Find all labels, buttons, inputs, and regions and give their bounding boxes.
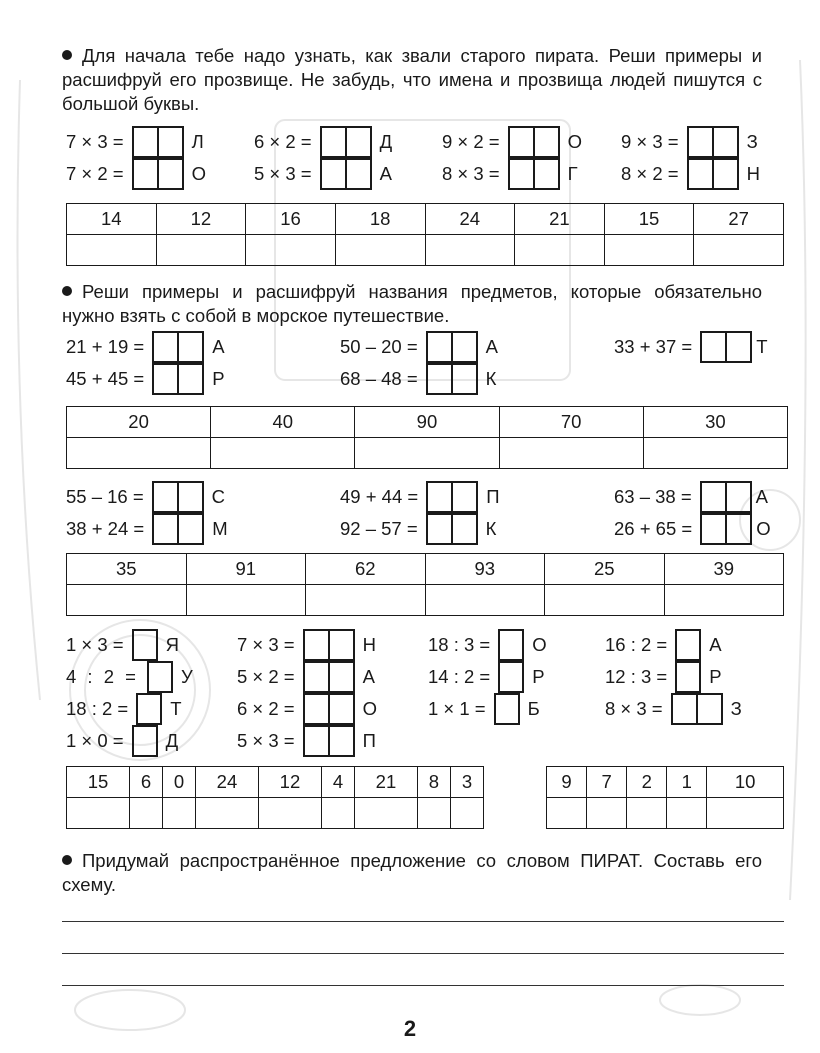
letter-cell[interactable] — [604, 235, 694, 266]
key-cell: 21 — [354, 767, 417, 798]
bullet-icon — [62, 286, 72, 296]
example: 55 – 16 = С — [66, 482, 228, 512]
task3-text: Придумай распространённое предложение со словом ПИРАТ. Составь его схему. — [62, 850, 762, 895]
answer-box[interactable] — [132, 126, 184, 158]
key-cell: 12 — [258, 767, 321, 798]
key-cell: 70 — [499, 407, 643, 438]
key-cell: 91 — [186, 554, 306, 585]
letter-cell[interactable] — [425, 235, 515, 266]
letter-cell[interactable] — [186, 585, 306, 616]
example: 1 × 1 = Б — [428, 694, 544, 724]
key-cell: 15 — [67, 767, 130, 798]
answer-box[interactable] — [700, 481, 752, 513]
answer-box[interactable] — [687, 158, 739, 190]
example: 5 × 2 = А — [237, 662, 379, 692]
answer-letters-row — [67, 798, 484, 829]
key-cell: 15 — [604, 204, 694, 235]
answer-box[interactable] — [426, 481, 478, 513]
letter-cell[interactable] — [67, 798, 130, 829]
answer-box[interactable] — [303, 693, 355, 725]
key-numbers-row — [67, 767, 484, 798]
key-cell: 40 — [211, 407, 355, 438]
key-cell: 2 — [627, 767, 667, 798]
answer-box[interactable] — [152, 363, 204, 395]
letter-cell[interactable] — [156, 235, 246, 266]
decode-table-5 — [546, 766, 784, 829]
decode-table-3 — [66, 553, 784, 616]
key-cell: 25 — [545, 554, 665, 585]
example: 1 × 3 = Я — [66, 630, 182, 660]
task3-instruction — [62, 849, 762, 897]
example: 7 × 3 = Н — [237, 630, 379, 660]
example: 50 – 20 = А — [340, 332, 502, 362]
letter-cell[interactable] — [195, 798, 258, 829]
letter-cell[interactable] — [211, 438, 355, 469]
example: 38 + 24 = М — [66, 514, 228, 544]
key-cell: 14 — [67, 204, 157, 235]
letter-cell[interactable] — [664, 585, 784, 616]
key-cell: 27 — [694, 204, 784, 235]
key-cell: 93 — [425, 554, 545, 585]
letter-cell[interactable] — [547, 798, 587, 829]
key-cell: 39 — [664, 554, 784, 585]
example: 8 × 2 = Н — [621, 159, 763, 189]
answer-box[interactable] — [132, 629, 158, 661]
answer-box[interactable] — [671, 693, 723, 725]
letter-cell[interactable] — [499, 438, 643, 469]
letter-cell[interactable] — [355, 438, 499, 469]
letter-cell[interactable] — [67, 585, 187, 616]
decode-table-4 — [66, 766, 484, 829]
example: 5 × 3 = А — [254, 159, 396, 189]
key-cell: 4 — [321, 767, 354, 798]
example: 33 + 37 = Т — [614, 332, 772, 362]
answer-box[interactable] — [147, 661, 173, 693]
example: 7 × 3 = Л — [66, 127, 208, 157]
letter-cell[interactable] — [246, 235, 336, 266]
example: 5 × 3 = П — [237, 726, 379, 756]
answer-box[interactable] — [303, 629, 355, 661]
answer-box[interactable] — [303, 725, 355, 757]
example: 6 × 2 = Д — [254, 127, 396, 157]
answer-box[interactable] — [675, 629, 701, 661]
key-cell: 24 — [195, 767, 258, 798]
example: 8 × 3 = Г — [442, 159, 584, 189]
letter-cell[interactable] — [515, 235, 605, 266]
letter-cell[interactable] — [354, 798, 417, 829]
answer-box[interactable] — [508, 158, 560, 190]
bullet-icon — [62, 50, 72, 60]
answer-box[interactable] — [508, 126, 560, 158]
letter-cell[interactable] — [667, 798, 707, 829]
answer-box[interactable] — [498, 661, 524, 693]
answer-box[interactable] — [320, 126, 372, 158]
answer-box[interactable] — [700, 331, 752, 363]
answer-letters-row — [67, 235, 784, 266]
key-cell: 0 — [162, 767, 195, 798]
letter-cell[interactable] — [162, 798, 195, 829]
key-cell: 10 — [707, 767, 784, 798]
answer-box[interactable] — [303, 661, 355, 693]
answer-box[interactable] — [700, 513, 752, 545]
letter-cell[interactable] — [306, 585, 426, 616]
key-cell: 21 — [515, 204, 605, 235]
letter-cell[interactable] — [425, 585, 545, 616]
answer-box[interactable] — [687, 126, 739, 158]
decode-table-2 — [66, 406, 788, 469]
example: 14 : 2 = Р — [428, 662, 548, 692]
answer-box[interactable] — [136, 693, 162, 725]
answer-box[interactable] — [152, 331, 204, 363]
example: 1 × 0 = Д — [66, 726, 182, 756]
example: 12 : 3 = Р — [605, 662, 725, 692]
key-numbers-row — [67, 554, 784, 585]
letter-cell[interactable] — [707, 798, 784, 829]
key-cell: 62 — [306, 554, 426, 585]
bullet-icon — [62, 855, 72, 865]
example: 45 + 45 = Р — [66, 364, 228, 394]
answer-box[interactable] — [426, 331, 478, 363]
example: 26 + 65 = О — [614, 514, 772, 544]
letter-cell[interactable] — [130, 798, 163, 829]
key-cell: 8 — [417, 767, 450, 798]
answer-box[interactable] — [426, 363, 478, 395]
key-cell: 3 — [450, 767, 483, 798]
letter-cell[interactable] — [587, 798, 627, 829]
letter-cell[interactable] — [694, 235, 784, 266]
answer-letters-row — [547, 798, 784, 829]
example: 92 – 57 = К — [340, 514, 502, 544]
key-cell: 18 — [335, 204, 425, 235]
answer-box[interactable] — [320, 158, 372, 190]
letter-cell[interactable] — [450, 798, 483, 829]
letter-cell[interactable] — [67, 438, 211, 469]
task2-instruction — [62, 280, 762, 328]
answer-box[interactable] — [426, 513, 478, 545]
task1-text: Для начала тебе надо узнать, как звали старого пирата. Реши примеры и расшифруй его прозвище. Не забудь, что имена и прозвища людей пишутся с большой буквы. — [62, 45, 762, 114]
example: 18 : 2 = Т — [66, 694, 186, 724]
example: 4 : 2 = У — [66, 662, 197, 692]
key-cell: 24 — [425, 204, 515, 235]
answer-box[interactable] — [132, 158, 184, 190]
example: 63 – 38 = А — [614, 482, 772, 512]
writing-line[interactable] — [62, 953, 784, 954]
key-cell: 9 — [547, 767, 587, 798]
answer-box[interactable] — [132, 725, 158, 757]
key-cell: 6 — [130, 767, 163, 798]
answer-box[interactable] — [675, 661, 701, 693]
example: 49 + 44 = П — [340, 482, 502, 512]
answer-box[interactable] — [498, 629, 524, 661]
letter-cell[interactable] — [627, 798, 667, 829]
example: 7 × 2 = О — [66, 159, 208, 189]
letter-cell[interactable] — [417, 798, 450, 829]
key-numbers-row — [67, 204, 784, 235]
example: 18 : 3 = О — [428, 630, 548, 660]
example: 16 : 2 = А — [605, 630, 725, 660]
key-cell: 1 — [667, 767, 707, 798]
letter-cell[interactable] — [67, 235, 157, 266]
writing-line[interactable] — [62, 985, 784, 986]
example: 9 × 2 = О — [442, 127, 584, 157]
answer-box[interactable] — [152, 481, 204, 513]
letter-cell[interactable] — [335, 235, 425, 266]
key-cell: 90 — [355, 407, 499, 438]
key-numbers-row — [67, 407, 788, 438]
example: 68 – 48 = К — [340, 364, 502, 394]
answer-letters-row — [67, 585, 784, 616]
answer-box[interactable] — [494, 693, 520, 725]
key-numbers-row — [547, 767, 784, 798]
letter-cell[interactable] — [258, 798, 321, 829]
key-cell: 7 — [587, 767, 627, 798]
task2-text: Реши примеры и расшифруй названия предметов, которые обязательно нужно взять с собой в морское путешествие. — [62, 281, 762, 326]
page-number: 2 — [403, 1016, 417, 1041]
key-cell: 12 — [156, 204, 246, 235]
key-cell: 30 — [643, 407, 787, 438]
example: 8 × 3 = З — [605, 694, 747, 724]
key-cell: 20 — [67, 407, 211, 438]
letter-cell[interactable] — [545, 585, 665, 616]
letter-cell[interactable] — [643, 438, 787, 469]
key-cell: 35 — [67, 554, 187, 585]
task1-instruction — [62, 44, 762, 116]
example: 6 × 2 = О — [237, 694, 379, 724]
answer-box[interactable] — [152, 513, 204, 545]
key-cell: 16 — [246, 204, 336, 235]
letter-cell[interactable] — [321, 798, 354, 829]
decode-table-1 — [66, 203, 784, 266]
example: 21 + 19 = А — [66, 332, 228, 362]
example: 9 × 3 = З — [621, 127, 763, 157]
writing-line[interactable] — [62, 921, 784, 922]
answer-letters-row — [67, 438, 788, 469]
